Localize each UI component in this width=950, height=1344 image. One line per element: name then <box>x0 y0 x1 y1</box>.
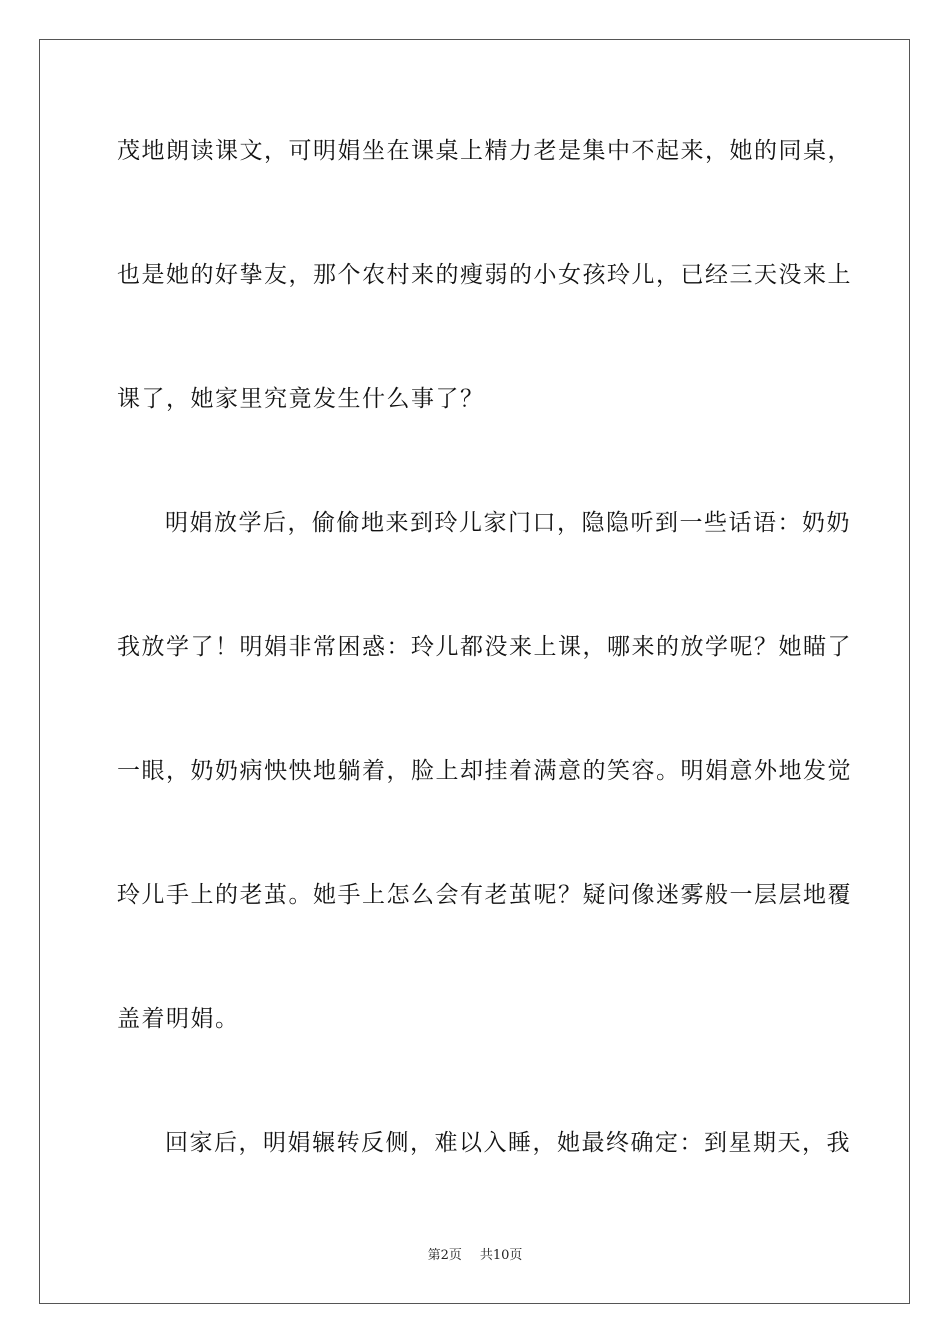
text-line: 玲儿手上的老茧。她手上怎么会有老茧呢？疑问像迷雾般一层层地覆 <box>117 882 852 908</box>
page-number: 第2页 <box>427 1248 462 1263</box>
text-line: 茂地朗读课文，可明娟坐在课桌上精力老是集中不起来，她的同桌， <box>117 138 852 164</box>
text-line: 盖着明娟。 <box>117 1006 240 1032</box>
text-line: 课了，她家里究竟发生什么事了？ <box>117 386 485 412</box>
page-footer <box>0 1247 950 1265</box>
text-line: 一眼，奶奶病怏怏地躺着，脸上却挂着满意的笑容。明娟意外地发觉 <box>117 758 852 784</box>
page-total: 共10页 <box>479 1248 523 1263</box>
paragraph-start-line: 明娟放学后，偷偷地来到玲儿家门口，隐隐听到一些话语：奶奶 <box>165 510 851 536</box>
paragraph-start-line: 回家后，明娟辗转反侧，难以入睡，她最终确定：到星期天，我 <box>165 1130 851 1156</box>
page-border <box>39 39 910 1304</box>
text-line: 我放学了！明娟非常困惑：玲儿都没来上课，哪来的放学呢？她瞄了 <box>117 634 852 660</box>
text-line: 也是她的好挚友，那个农村来的瘦弱的小女孩玲儿，已经三天没来上 <box>117 262 852 288</box>
